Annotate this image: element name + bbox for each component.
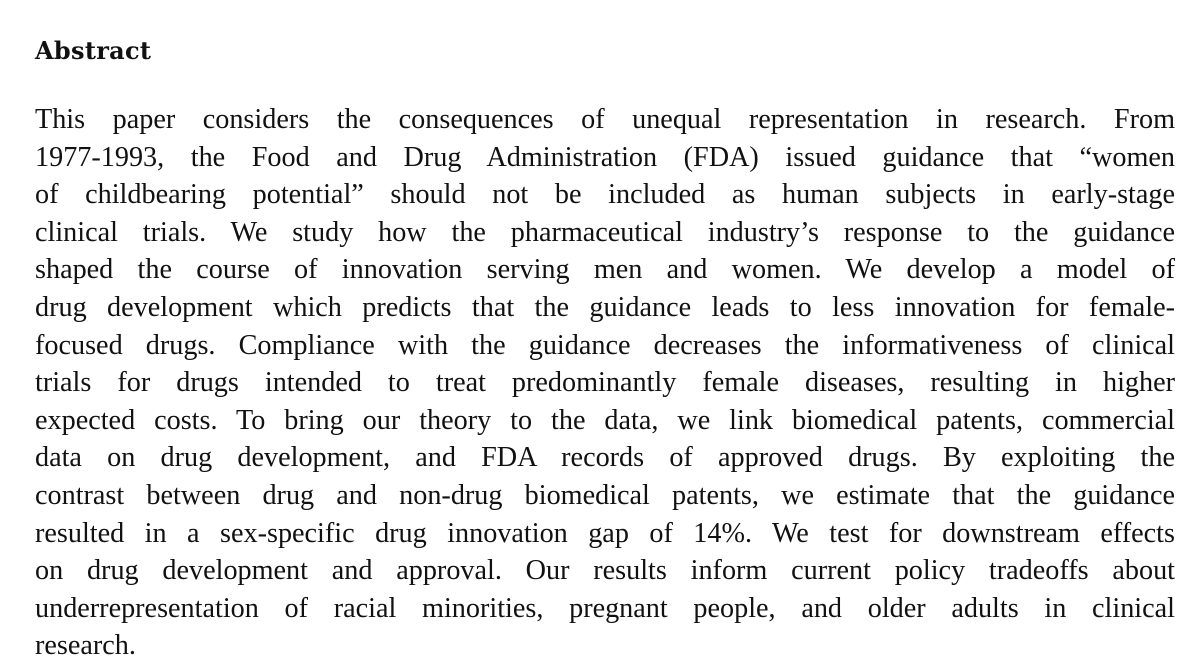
abstract-line: expected costs. To bring our theory to the data, we link biomedical patents, commercial xyxy=(35,404,1175,436)
abstract-line: trials for drugs intended to treat predominantly female diseases, resulting in higher xyxy=(35,367,1175,399)
abstract-line: underrepresentation of racial minorities, pregnant people, and older adults in clinical xyxy=(35,592,1175,624)
abstract-line: focused drugs. Compliance with the guidance decreases the informativeness of clinical xyxy=(35,329,1175,361)
abstract-line: shaped the course of innovation serving men and women. We develop a model of xyxy=(35,254,1175,286)
abstract-line: resulted in a sex-specific drug innovation gap of 14%. We test for downstream effects xyxy=(35,517,1175,549)
abstract-paragraph xyxy=(35,101,1175,665)
abstract-line: on drug development and approval. Our results inform current policy tradeoffs about xyxy=(35,555,1175,587)
abstract-line: drug development which predicts that the guidance leads to less innovation for female- xyxy=(35,291,1175,323)
abstract-line: contrast between drug and non-drug biomedical patents, we estimate that the guidance xyxy=(35,479,1175,511)
abstract-line: This paper considers the consequences of unequal representation in research. From xyxy=(35,104,1175,135)
paper-page xyxy=(35,0,1175,669)
section-heading: Abstract xyxy=(35,36,152,65)
abstract-line: 1977-1993, the Food and Drug Administration (FDA) issued guidance that “women xyxy=(35,141,1175,173)
abstract-line: of childbearing potential” should not be included as human subjects in early-stage xyxy=(35,179,1175,211)
abstract-line: research. xyxy=(35,630,136,662)
abstract-line: clinical trials. We study how the pharmaceutical industry’s response to the guidance xyxy=(35,216,1175,248)
abstract-line: data on drug development, and FDA records of approved drugs. By exploiting the xyxy=(35,442,1175,474)
